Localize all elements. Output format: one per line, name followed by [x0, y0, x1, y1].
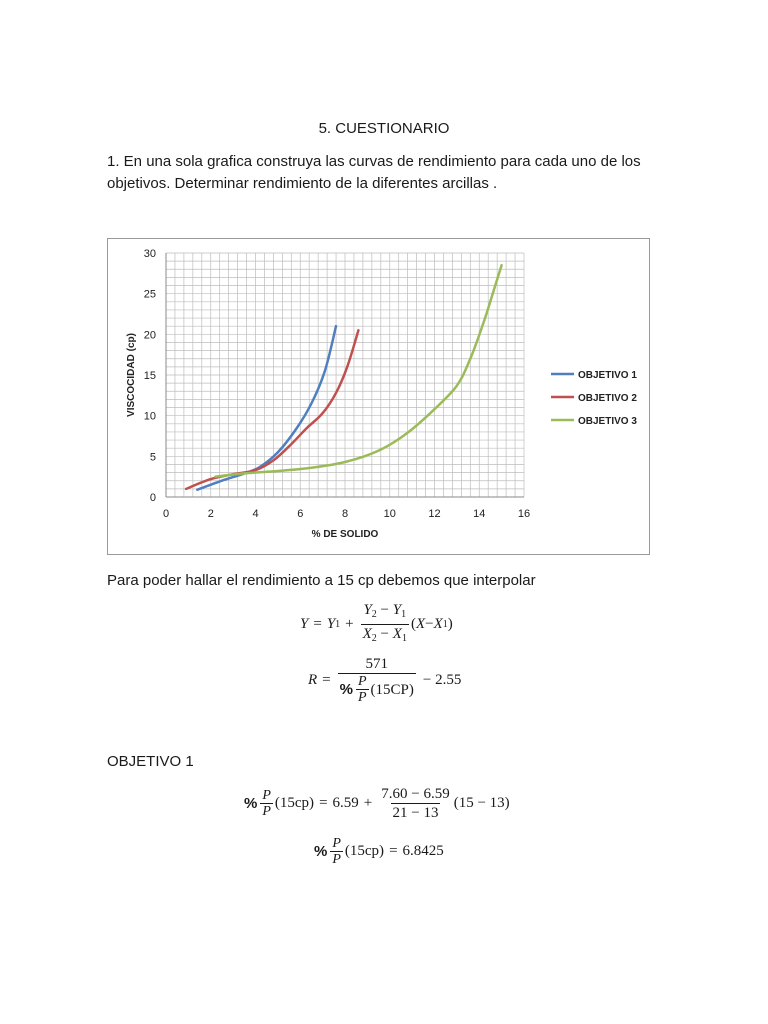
series-line-objetivo-3	[215, 265, 501, 477]
legend-label-objetivo-3: OBJETIVO 3	[578, 416, 637, 427]
y-tick-label: 30	[143, 248, 156, 260]
x-tick-label: 0	[162, 508, 170, 520]
x-tick-label: 12	[428, 508, 441, 520]
x-tick-label: 4	[252, 508, 259, 520]
interpolation-text: Para poder hallar el rendimiento a 15 cp debemos que interpolar	[107, 572, 536, 589]
legend-label-objetivo-1: OBJETIVO 1	[578, 370, 637, 381]
section-heading: 5. CUESTIONARIO	[318, 120, 450, 137]
y-tick-label: 0	[149, 492, 156, 504]
objective-1-interpolation: % $\frac{P}{P}$ (15cp) = 6.59 + $\frac{7.60 - 6.59}{21 - 13}$ (15 − 13)	[244, 786, 510, 821]
legend-label-objetivo-2: OBJETIVO 2	[578, 393, 637, 404]
question-text: 1. En una sola grafica construya las curvas de rendimiento para cada uno de los objetivos. Determinar rendimiento de la diferentes arcillas .	[107, 153, 641, 192]
x-tick-label: 8	[341, 508, 349, 520]
x-tick-label: 10	[383, 508, 396, 520]
objective-1-result: % $\frac{P}{P}$ (15cp) = 6.8425	[314, 836, 444, 867]
chart-frame	[107, 238, 650, 555]
y-tick-label: 10	[143, 410, 156, 423]
y-tick-label: 15	[143, 370, 156, 382]
x-tick-label: 14	[473, 508, 486, 520]
objective-1-label: OBJETIVO 1	[107, 753, 194, 770]
y-tick-label: 25	[143, 288, 156, 301]
yield-equation: R = 571 % $\frac{P}{P}$ (15CP) − 2.55	[308, 656, 462, 705]
viscosity-chart	[108, 239, 649, 554]
x-tick-label: 6	[297, 508, 304, 520]
y-tick-label: 5	[149, 451, 156, 464]
x-tick-label: 16	[517, 508, 531, 520]
y-tick-label: 20	[143, 329, 156, 342]
interpolation-equation: Y = Y 1 + $\frac{Y_2 - Y_1}{X_2 - X_1}$ ( X − X 1 )	[300, 601, 453, 648]
x-axis-title: % DE SOLIDO	[311, 529, 379, 540]
x-tick-label: 2	[207, 508, 214, 520]
y-axis-title: VISCOCIDAD (cp)	[126, 333, 137, 417]
